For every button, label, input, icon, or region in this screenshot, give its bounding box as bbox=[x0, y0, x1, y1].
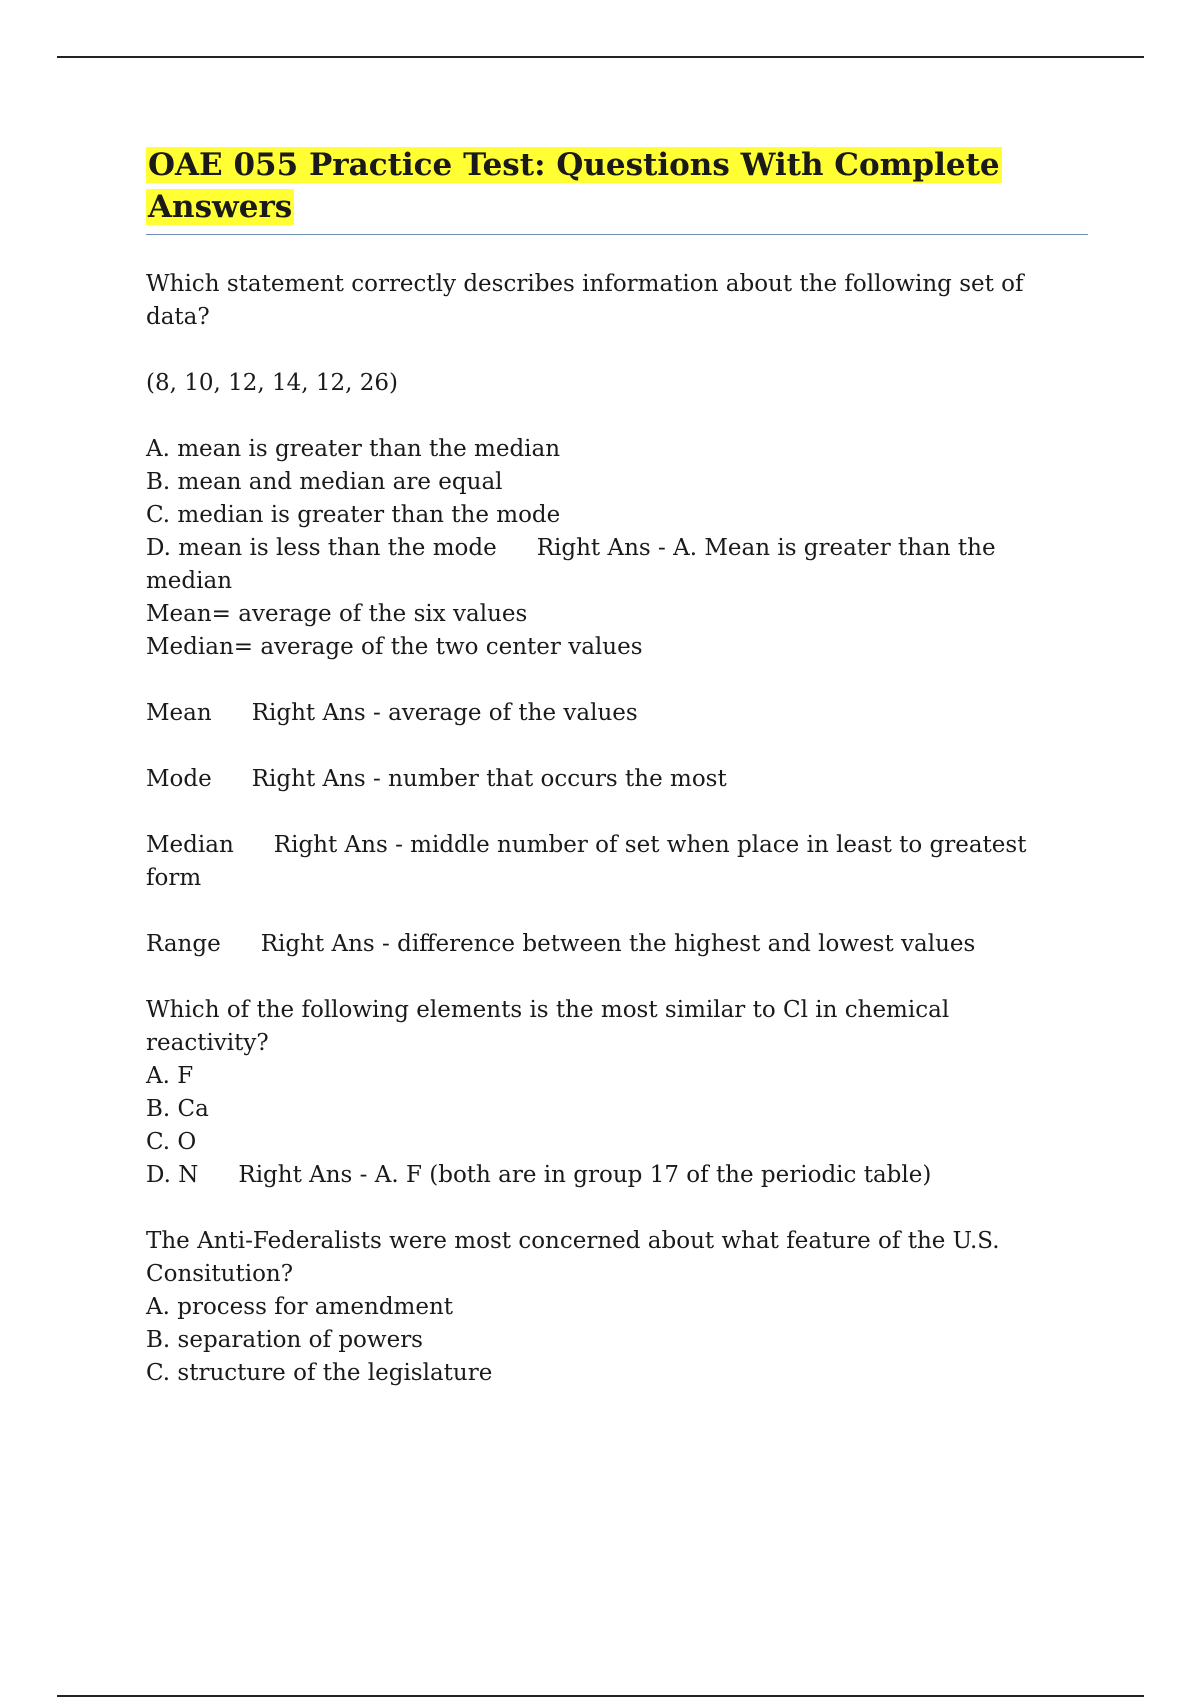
q1-note-mean: Mean= average of the six values bbox=[146, 601, 528, 627]
q3-option-a: A. process for amendment bbox=[146, 1294, 454, 1320]
term-label: Range bbox=[146, 931, 221, 957]
q1-option-d-and-answer bbox=[146, 532, 1078, 598]
q1-option-a: A. mean is greater than the median bbox=[146, 436, 561, 462]
q1-answer: Right Ans - A. Mean is greater than the median bbox=[146, 535, 1003, 594]
page-top-rule bbox=[57, 56, 1144, 58]
term-median bbox=[146, 829, 1078, 895]
q1-option-b: B. mean and median are equal bbox=[146, 469, 503, 495]
title-block bbox=[146, 144, 1088, 235]
term-answer: Right Ans - difference between the highest and lowest values bbox=[260, 931, 976, 957]
term-mode bbox=[146, 763, 1078, 796]
page-title-text: OAE 055 Practice Test: Questions With Complete Answers bbox=[148, 147, 1000, 225]
q2-stem: Which of the following elements is the most similar to Cl in chemical reactivity? bbox=[146, 997, 957, 1056]
term-label: Median bbox=[146, 832, 234, 858]
page-bottom-rule bbox=[57, 1695, 1144, 1697]
page-title bbox=[146, 144, 1088, 228]
term-answer: Right Ans - average of the values bbox=[251, 700, 638, 726]
questions-section bbox=[146, 268, 1088, 1390]
term-answer: Right Ans - number that occurs the most bbox=[251, 766, 727, 792]
q1-data-set: (8, 10, 12, 14, 12, 26) bbox=[146, 370, 399, 396]
q3-option-c: C. structure of the legislature bbox=[146, 1360, 493, 1386]
q1-note-median: Median= average of the two center values bbox=[146, 634, 643, 660]
q1-stem: Which statement correctly describes information about the following set of data? bbox=[146, 271, 1031, 330]
term-mean bbox=[146, 697, 1078, 730]
document-body bbox=[146, 144, 1088, 1390]
q3-stem: The Anti-Federalists were most concerned about what feature of the U.S. Consitution? bbox=[146, 1228, 1007, 1287]
term-range bbox=[146, 928, 1078, 961]
term-answer: Right Ans - middle number of set when place in least to greatest form bbox=[146, 832, 1034, 891]
term-label: Mode bbox=[146, 766, 212, 792]
term-label: Mean bbox=[146, 700, 212, 726]
q2-option-b: B. Ca bbox=[146, 1096, 209, 1122]
q2-option-d: D. N bbox=[146, 1162, 199, 1188]
q2-option-c: C. O bbox=[146, 1129, 197, 1155]
q2-option-d-and-answer bbox=[146, 1159, 1078, 1192]
q3-option-b: B. separation of powers bbox=[146, 1327, 423, 1353]
q1-option-c: C. median is greater than the mode bbox=[146, 502, 561, 528]
q2-answer: Right Ans - A. F (both are in group 17 of the periodic table) bbox=[238, 1162, 932, 1188]
q2-option-a: A. F bbox=[146, 1063, 194, 1089]
q1-option-d: D. mean is less than the mode bbox=[146, 535, 497, 561]
